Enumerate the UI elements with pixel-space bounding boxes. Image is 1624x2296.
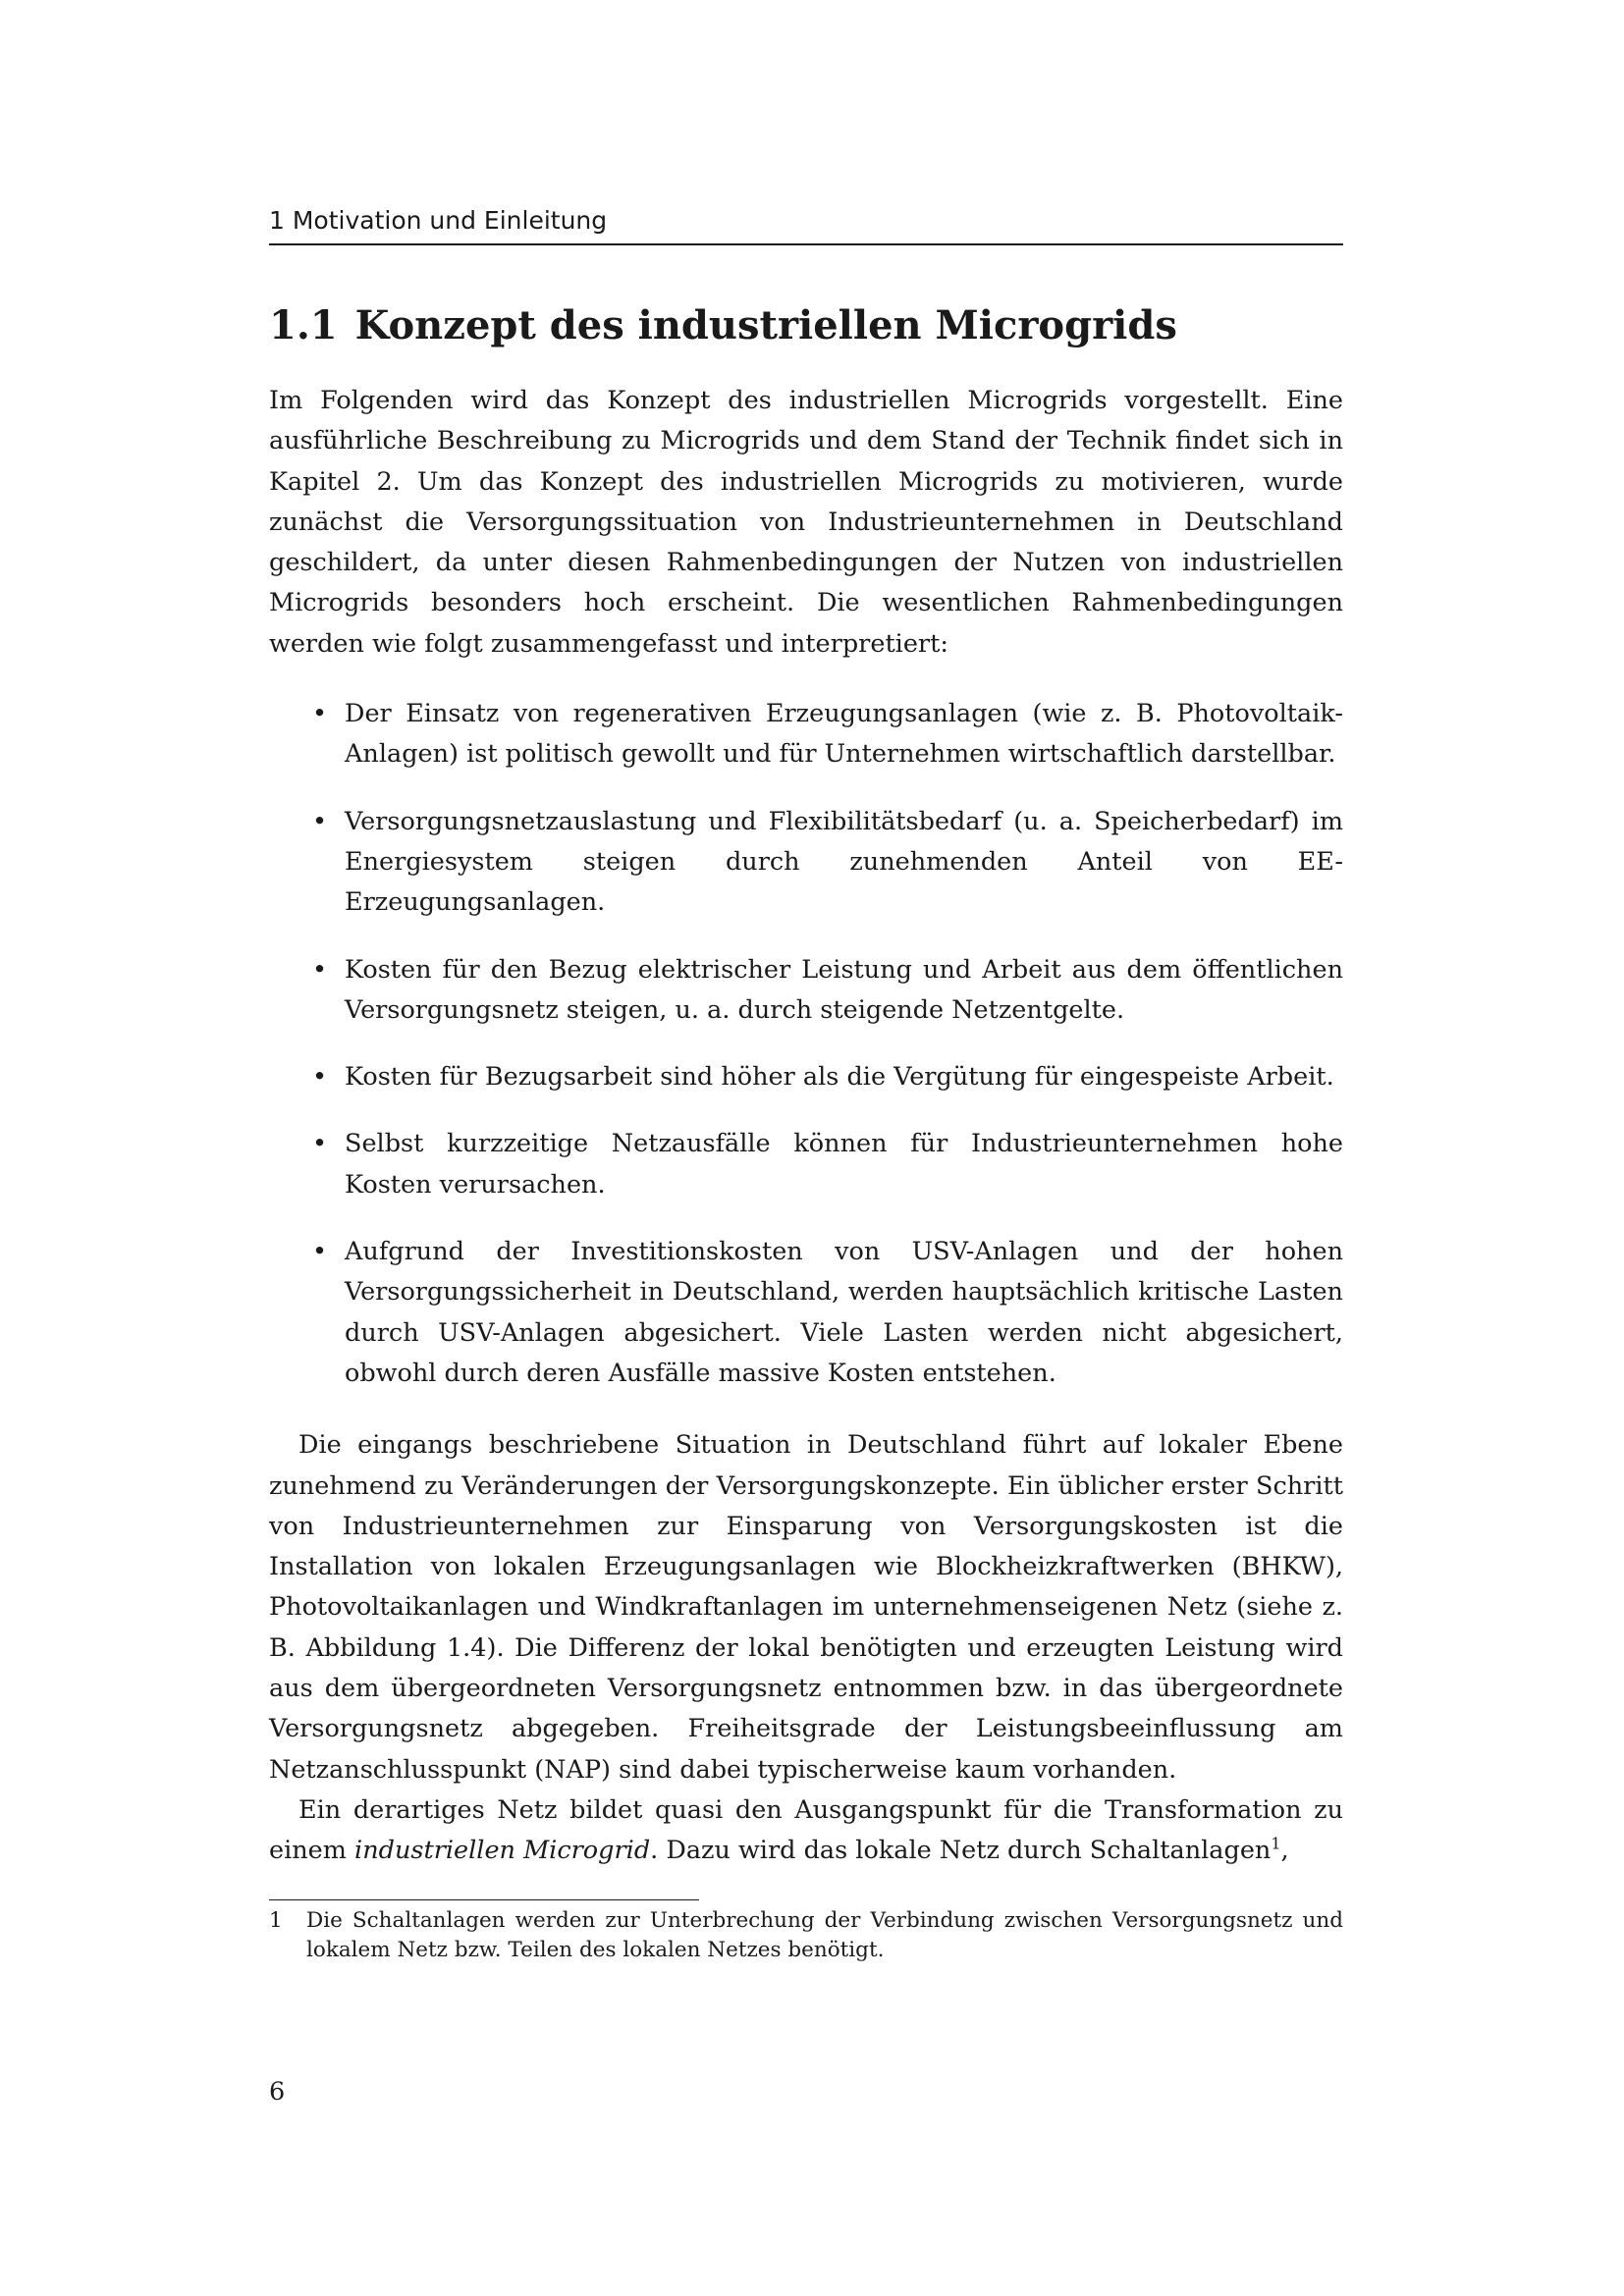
list-item-text: Versorgungsnetzauslastung und Flexibilitätsbedarf (u. a. Speicherbedarf) im Energiesystem steigen durch zunehmenden Anteil von EE-Erzeugungsanlagen.	[345, 806, 1343, 918]
running-head: 1 Motivation und Einleitung	[269, 204, 1343, 245]
footnote-text: Die Schaltanlagen werden zur Unterbrechung der Verbindung zwischen Versorgungsnetz und lokalem Netz bzw. Teilen des lokalen Netzes benötigt.	[306, 1908, 1343, 1962]
list-item-text: Kosten für den Bezug elektrischer Leistung und Arbeit aus dem öffentlichen Versorgungsnetz steigen, u. a. durch steigende Netzentgelte.	[345, 954, 1343, 1025]
intro-paragraph: Im Folgenden wird das Konzept des industriellen Microgrids vorgestellt. Eine ausführliche Beschreibung zu Microgrids und dem Stand der Technik findet sich in Kapitel 2. Um das Konzept des industriellen Microgrids zu motivieren, wurde zunächst die Versorgungssituation von Industrieunternehmen in Deutschland geschildert, da unter diesen Rahmenbedingungen der Nutzen von industriellen Microgrids besonders hoch erscheint. Die wesentlichen Rahmenbedingungen werden wie folgt zusammengefasst und interpretiert:	[269, 386, 1343, 659]
bullet-icon: •	[312, 1129, 328, 1159]
emphasis-term: industriellen Microgrid	[354, 1836, 651, 1866]
bullet-icon: •	[312, 699, 328, 729]
page-number: 6	[269, 2077, 286, 2107]
bullet-icon: •	[312, 806, 328, 836]
list-item-text: Kosten für Bezugsarbeit sind höher als die Vergütung für eingespeiste Arbeit.	[345, 1062, 1334, 1093]
footnote-reference[interactable]: 1	[1271, 1834, 1281, 1853]
section-heading	[269, 298, 1343, 353]
list-item	[269, 802, 1343, 924]
list-item	[269, 1124, 1343, 1205]
list-item	[269, 694, 1343, 775]
section-title: Konzept des industriellen Microgrids	[354, 302, 1177, 348]
bullet-icon: •	[312, 954, 328, 985]
footnote-divider	[269, 1899, 699, 1900]
paragraph-text-before: Ein derartiges Netz bildet quasi den Ausgangspunkt für die Transformation zu einem	[269, 1794, 1343, 1866]
main-content	[269, 381, 1343, 1872]
conditions-list	[269, 694, 1343, 1394]
list-item	[269, 1232, 1343, 1394]
list-item-text: Der Einsatz von regenerativen Erzeugungsanlagen (wie z. B. Photovoltaik-Anlagen) ist politisch gewollt und für Unternehmen wirtschaftlich darstellbar.	[345, 699, 1343, 770]
bullet-icon: •	[312, 1062, 328, 1093]
list-item-text: Aufgrund der Investitionskosten von USV-Anlagen und der hohen Versorgungssicherheit in Deutschland, werden hauptsächlich kritische Lasten durch USV-Anlagen abgesichert. Viele Lasten werden nicht abgesichert, obwohl durch deren Ausfälle massive Kosten entstehen.	[345, 1237, 1343, 1388]
section-number: 1.1	[269, 302, 338, 348]
footnote-number: 1	[269, 1908, 283, 1933]
paragraph-trailing: ,	[1280, 1836, 1289, 1866]
paragraph-text-after: . Dazu wird das lokale Netz durch Schaltanlagen	[650, 1836, 1272, 1866]
list-item-text: Selbst kurzzeitige Netzausfälle können für Industrieunternehmen hohe Kosten verursachen.	[345, 1129, 1343, 1200]
list-item	[269, 950, 1343, 1032]
paragraph-situation: Die eingangs beschriebene Situation in Deutschland führt auf lokaler Ebene zunehmend zu Veränderungen der Versorgungskonzepte. Ein üblicher erster Schritt von Industrieunternehmen zur Einsparung von Versorgungskosten ist die Installation von lokalen Erzeugungsanlagen wie Blockheizkraftwerken (BHKW), Photovoltaikanlagen und Windkraftanlagen im unternehmenseigenen Netz (siehe z. B. Abbildung 1.4). Die Differenz der lokal benötigten und erzeugten Leistung wird aus dem übergeordneten Versorgungsnetz entnommen bzw. in das übergeordnete Versorgungsnetz abgegeben. Freiheitsgrade der Leistungsbeeinflussung am Netzanschlusspunkt (NAP) sind dabei typischerweise kaum vorhanden.	[269, 1430, 1343, 1785]
list-item	[269, 1057, 1343, 1097]
bullet-icon: •	[312, 1237, 328, 1267]
paragraph-transformation	[269, 1790, 1343, 1872]
footnote	[269, 1906, 1343, 1965]
